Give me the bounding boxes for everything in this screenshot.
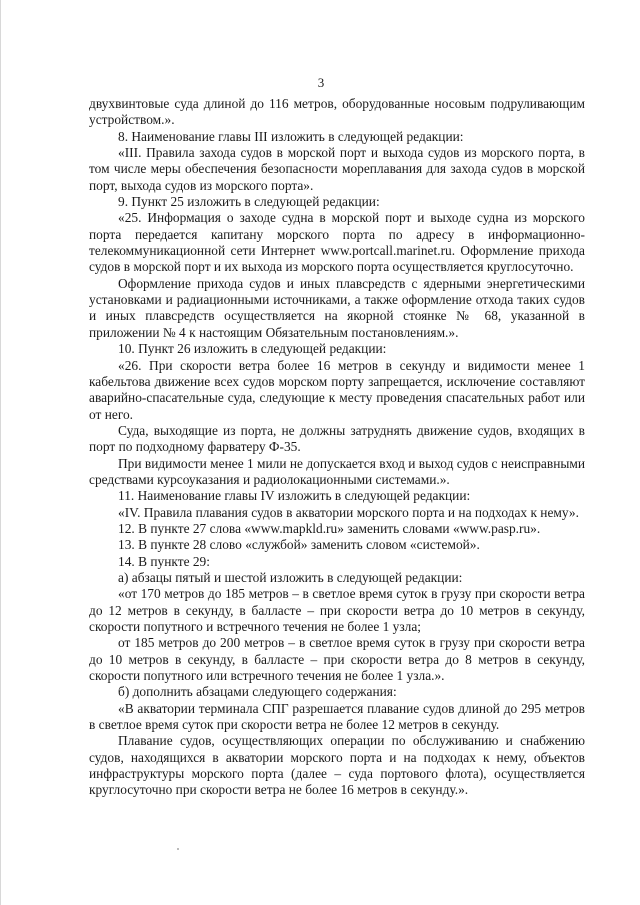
paragraph-point-25: «25. Информация о заходе судна в морской порт и выходе судна из морского порта передается капитану морского порта по адресу в информационно-телекоммуникационной сети Интернет www.portcall.marinet.ru. Оформление прихода судов в морской порт и их выхода из морского порта осуществляется круглосуточно. [89,210,585,275]
paragraph-item-9: 9. Пункт 25 изложить в следующей редакции: [118,194,380,210]
paragraph-point-26: «26. При скорости ветра более 16 метров в секунду и видимости менее 1 кабельтова движение всех судов морском порту запрещается, исключение составляют аварийно-спасательные суда, следующие к месту проведения спасательных работ или от него. [89,357,585,422]
paragraph-item-12: 12. В пункте 27 слова «www.mapkld.ru» заменить словами «www.pasp.ru». [118,520,541,536]
scan-speck [177,848,179,850]
paragraph-continuation: двухвинтовые суда длиной до 116 метров, оборудованные носовым подруливающим устройством.». [89,96,585,128]
paragraph-chapter-4-title: «IV. Правила плавания судов в акватории морского порта и на подходах к нему». [118,504,579,520]
paragraph-item-14: 14. В пункте 29: [118,553,210,569]
paragraph-port-fleet: Плавание судов, осуществляющих операции по обслуживанию и снабжению судов, находящихся в акватории морского порта и на подходах к нему, объектов инфраструктуры морского порта (далее – суда портового флота), осуществляется круглосуточно при скорости ветра не более 16 метров в секунду.». [89,733,585,798]
paragraph-point-26-visibility: При видимости менее 1 мили не допускается вход и выход судов с неисправными средствами курсоуказания и радиолокационными системами.». [89,455,585,487]
paragraph-point-26-exit: Суда, выходящие из порта, не должны затруднять движение судов, входящих в порт по подходному фарватеру Ф-35. [89,422,585,455]
paragraph-chapter-3-title: «III. Правила захода судов в морской порт и выхода судов из морского порта, в том числе меры обеспечения безопасности мореплавания для захода судов в морской порт, выхода судов из морского порта». [89,145,585,193]
paragraph-item-10: 10. Пункт 26 изложить в следующей редакции: [118,341,387,357]
paragraph-item-13: 13. В пункте 28 слово «службой» заменить словом «системой». [118,537,480,553]
paragraph-item-14a: а) абзацы пятый и шестой изложить в следующей редакции: [118,569,463,585]
document-body [89,96,585,799]
paragraph-185-200: от 185 метров до 200 метров – в светлое время суток в грузу при скорости ветра до 10 метров в секунду, в балласте – при скорости ветра до 8 метров в секунду, скорости попутного или встречного течения не более 1 узла.». [89,635,585,684]
paragraph-item-11: 11. Наименование главы IV изложить в следующей редакции: [118,488,471,504]
paragraph-170-185: «от 170 метров до 185 метров – в светлое время суток в грузу при скорости ветра до 12 метров в секунду, в балласте – при скорости ветра до 10 метров в секунду, скорости попутного и встречного течения не более 1 узла; [89,586,585,634]
paragraph-point-25-nuclear: Оформление прихода судов и иных плавсредств с ядерными энергетическими установками и радиационными источниками, а также оформление отхода таких судов и иных плавсредств осуществляется на якорной стоянке № 68, указанной в приложении № 4 к настоящим Обязательным постановлениям.». [89,275,585,340]
paragraph-item-8: 8. Наименование главы III изложить в следующей редакции: [118,128,464,144]
paragraph-item-14b: б) дополнить абзацами следующего содержания: [118,684,397,700]
page-number: 3 [317,75,325,90]
paragraph-lng-terminal: «В акватории терминала СПГ разрешается плавание судов длиной до 295 метров в светлое время суток при скорости ветра не более 12 метров в секунду. [89,700,585,733]
